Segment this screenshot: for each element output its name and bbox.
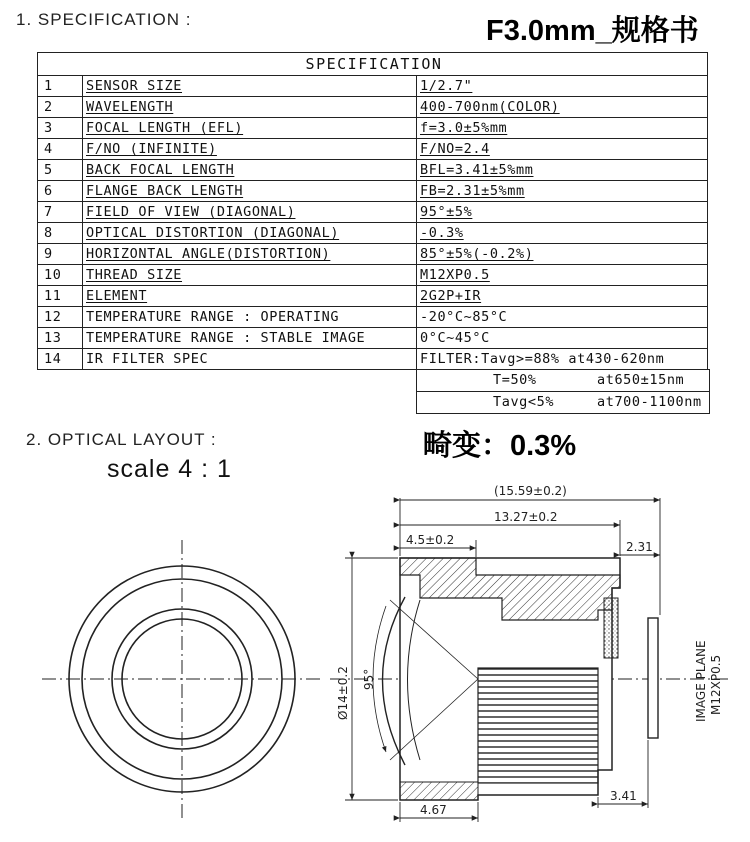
lens-front-view [42, 540, 322, 820]
spec-row-number: 14 [38, 349, 83, 370]
spec-row-value: 0°C~45°C [417, 328, 708, 349]
spec-row-value: 2G2P+IR [417, 286, 708, 307]
spec-row-value: -20°C~85°C [417, 307, 708, 328]
spec-row-value: 85°±5%(-0.2%) [417, 244, 708, 265]
dim-bottom-left: 4.67 [420, 803, 447, 817]
spec-row-number: 2 [38, 97, 83, 118]
spec-row-value: 1/2.7" [417, 76, 708, 97]
image-plane-label: IMAGE PLANE [694, 640, 708, 722]
spec-row-number: 3 [38, 118, 83, 139]
spec-row-value: F/NO=2.4 [417, 139, 708, 160]
distortion-label: 畸变：0.3% [423, 430, 577, 462]
spec-row-item: OPTICAL DISTORTION (DIAGONAL) [83, 223, 417, 244]
spec-row-item: ELEMENT [83, 286, 417, 307]
thread-label: M12XP0.5 [709, 654, 723, 715]
spec-row-item: THREAD SIZE [83, 265, 417, 286]
spec-row-value: 400-700nm(COLOR) [417, 97, 708, 118]
dim-body-length: 13.27±0.2 [494, 510, 558, 524]
dim-bottom-right: 3.41 [610, 789, 637, 803]
dim-head-length: 4.5±0.2 [406, 533, 455, 547]
spec-row-item: BACK FOCAL LENGTH [83, 160, 417, 181]
ir-extra-1-left: T=50% [493, 372, 537, 388]
spec-row-item: FIELD OF VIEW (DIAGONAL) [83, 202, 417, 223]
scale-label: scale 4 : 1 [107, 455, 232, 483]
ir-extra-2-left: Tavg<5% [493, 394, 555, 410]
dim-flange: 2.31 [626, 540, 653, 554]
spec-row-item: FLANGE BACK LENGTH [83, 181, 417, 202]
lens-side-view [330, 558, 730, 800]
spec-row-item: SENSOR SIZE [83, 76, 417, 97]
spec-row-number: 12 [38, 307, 83, 328]
dim-diameter: Ø14±0.2 [336, 666, 350, 720]
spec-row-item: F/NO (INFINITE) [83, 139, 417, 160]
spec-row-value: BFL=3.41±5%mm [417, 160, 708, 181]
spec-row-value: f=3.0±5%mm [417, 118, 708, 139]
ir-extra-1-right: at650±15nm [597, 372, 685, 388]
spec-row-value: -0.3% [417, 223, 708, 244]
spec-row-number: 6 [38, 181, 83, 202]
spec-row-value: FILTER:Tavg>=88% at430-620nm [417, 349, 708, 370]
spec-row-item: TEMPERATURE RANGE : OPERATING [83, 307, 417, 328]
ir-extra-2-right: at700-1100nm [597, 394, 702, 410]
spec-row-value: M12XP0.5 [417, 265, 708, 286]
spec-row-number: 11 [38, 286, 83, 307]
spec-table-header: SPECIFICATION [38, 53, 708, 76]
dim-total-length: (15.59±0.2) [494, 484, 567, 498]
section-2-heading: 2. OPTICAL LAYOUT : [26, 430, 217, 449]
spec-row-item: IR FILTER SPEC [83, 349, 417, 370]
spec-row-number: 7 [38, 202, 83, 223]
spec-row-value: FB=2.31±5%mm [417, 181, 708, 202]
spec-row-number: 10 [38, 265, 83, 286]
spec-row-number: 13 [38, 328, 83, 349]
spec-row-number: 5 [38, 160, 83, 181]
spec-row-item: FOCAL LENGTH (EFL) [83, 118, 417, 139]
spec-row-number: 9 [38, 244, 83, 265]
dim-fov: 95° [362, 668, 376, 690]
spec-row-number: 4 [38, 139, 83, 160]
spec-row-item: TEMPERATURE RANGE : STABLE IMAGE [83, 328, 417, 349]
spec-row-number: 1 [38, 76, 83, 97]
section-1-heading: 1. SPECIFICATION : [16, 10, 192, 29]
spec-row-item: HORIZONTAL ANGLE(DISTORTION) [83, 244, 417, 265]
spec-row-item: WAVELENGTH [83, 97, 417, 118]
document-title: F3.0mm_规格书 [486, 15, 699, 47]
spec-row-number: 8 [38, 223, 83, 244]
spec-row-value: 95°±5% [417, 202, 708, 223]
